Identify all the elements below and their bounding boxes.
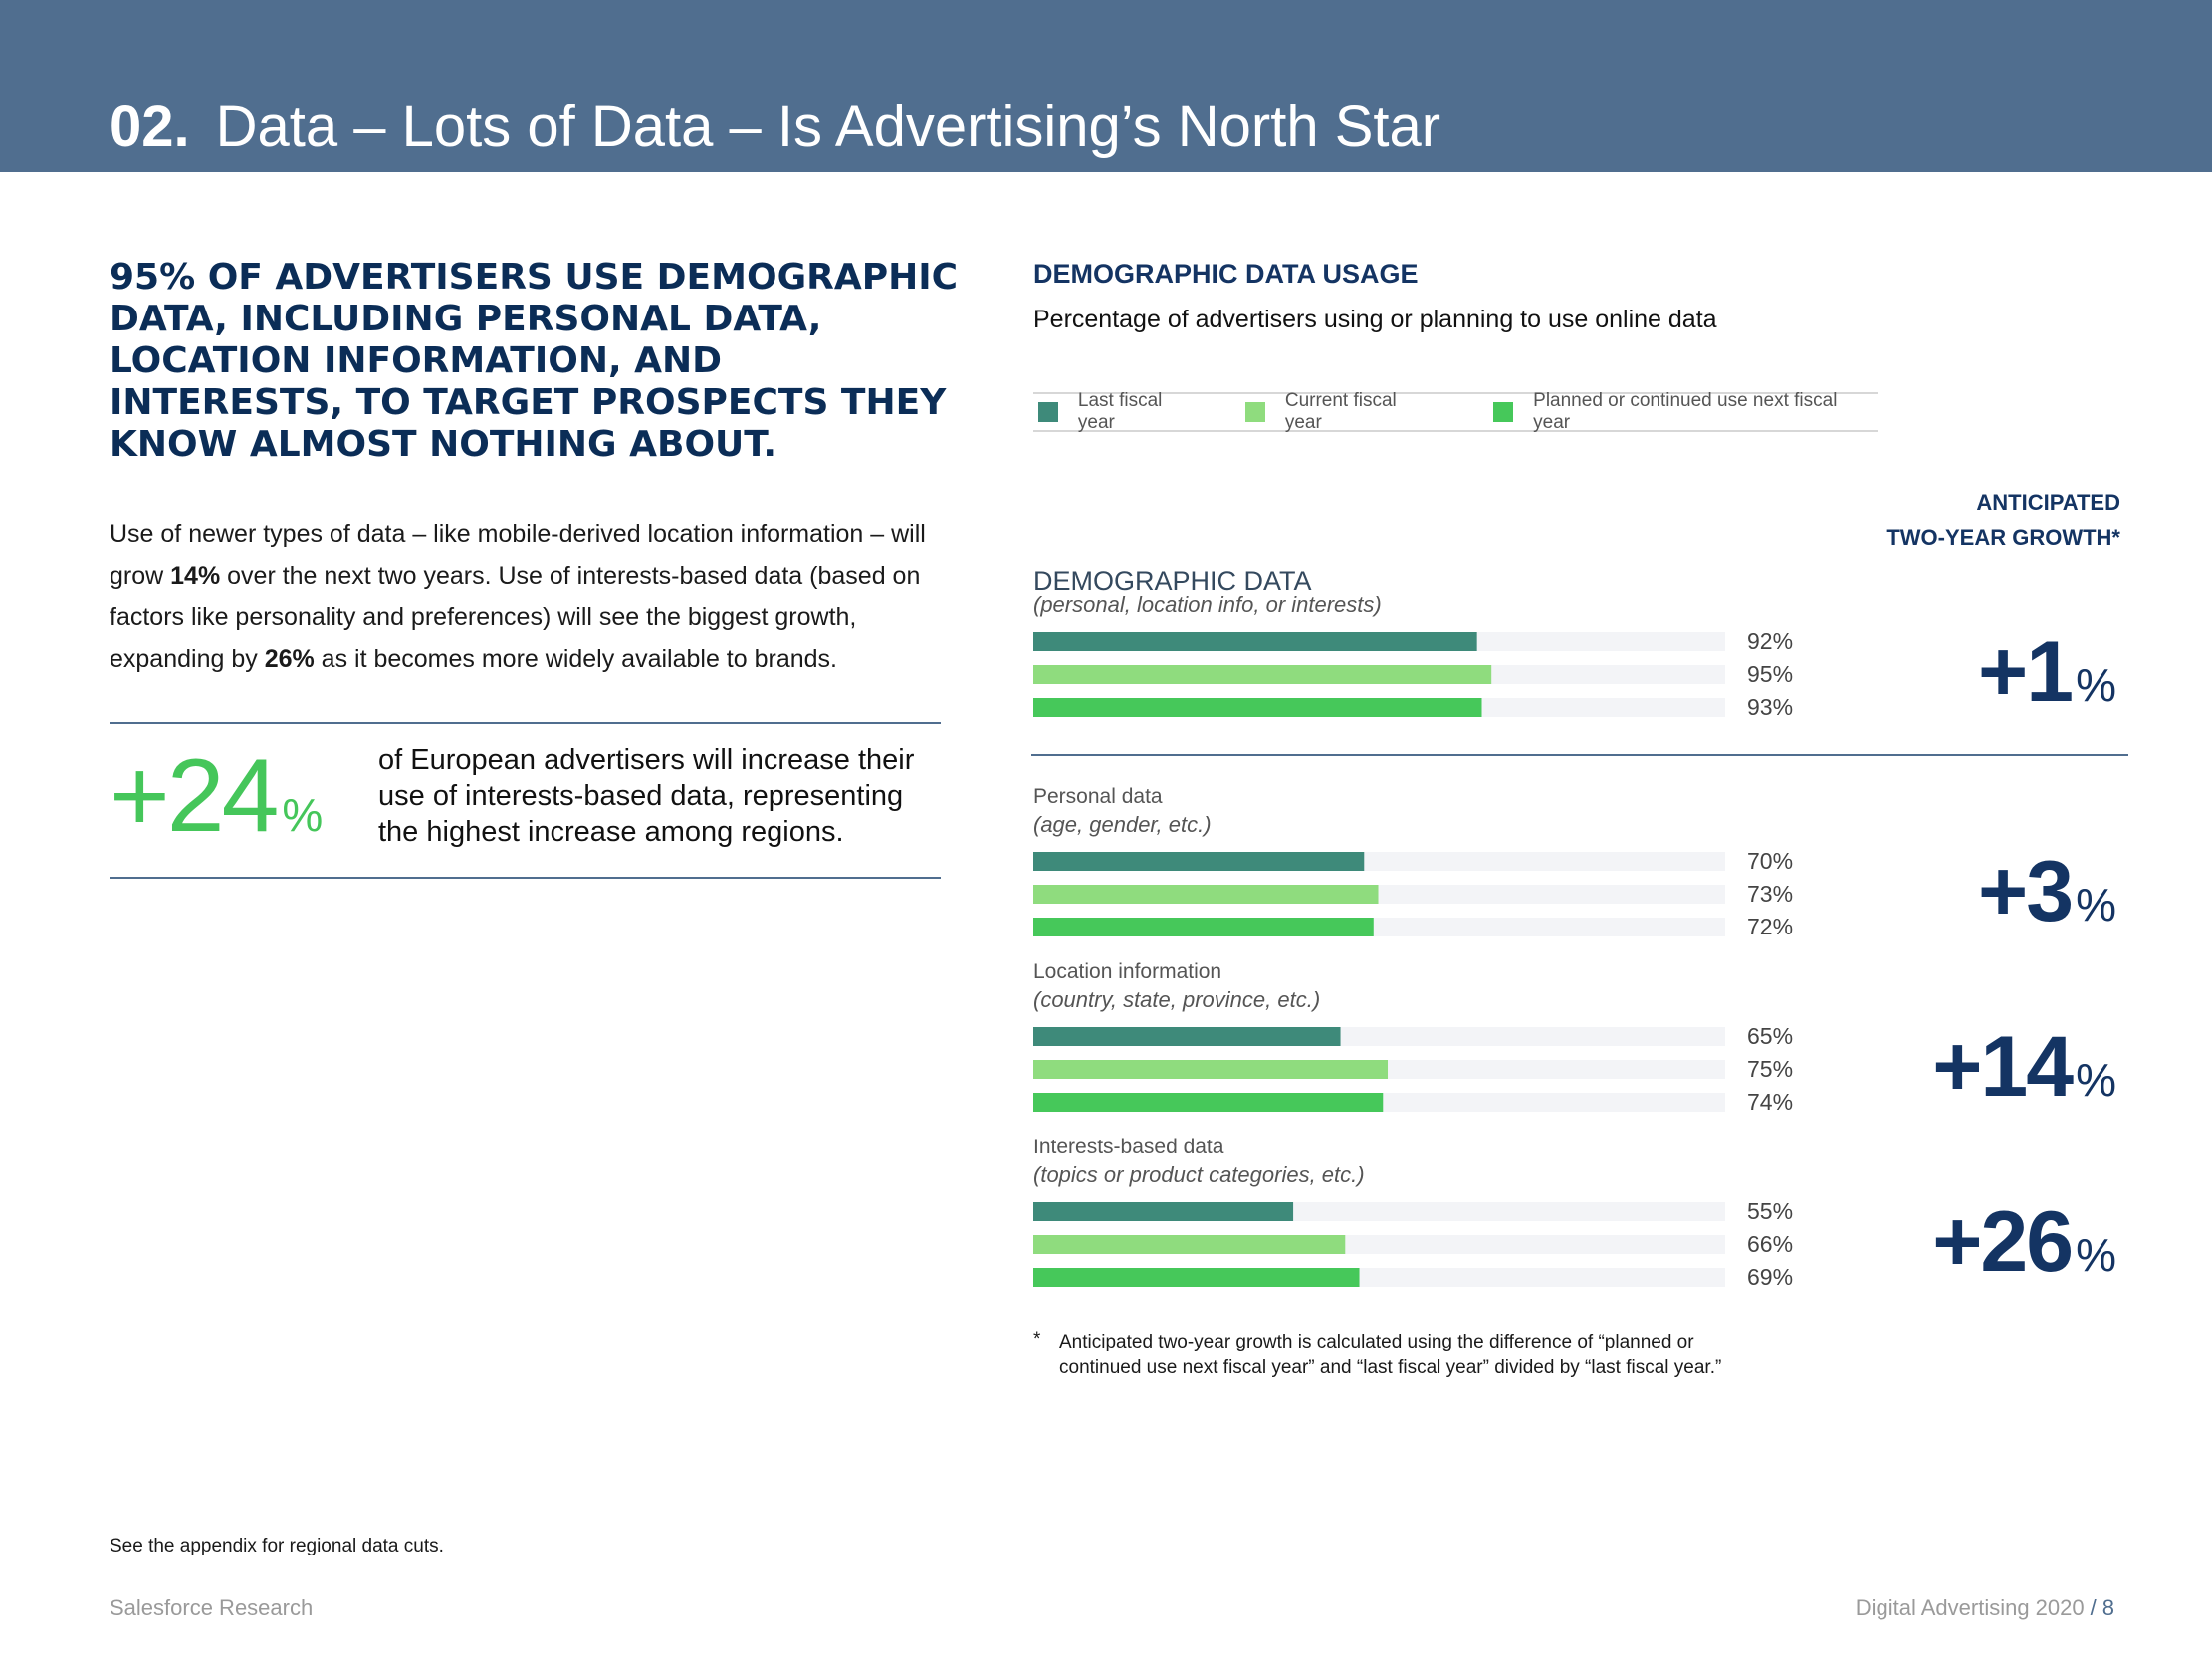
footer-publication (1856, 1595, 2114, 1621)
growth-unit: % (2076, 1054, 2116, 1106)
growth-number: +1 (1978, 624, 2073, 720)
growth-value (1978, 624, 2116, 720)
legend-label-planned-next-fiscal-year: Planned or continued use next fiscal year (1533, 390, 1838, 433)
growth-number: +14 (1932, 1019, 2073, 1115)
chart-subtitle: Percentage of advertisers using or planning to use online data (1033, 306, 1717, 333)
bar-value-label: 93% (1747, 694, 1794, 720)
callout-text: of European advertisers will increase their use of interests-based data, representing the highest increase among regions. (378, 744, 915, 848)
bar (1033, 1202, 1293, 1221)
growth-unit: % (2076, 1229, 2116, 1281)
growth-value (1932, 1194, 2116, 1290)
bar (1033, 665, 1491, 684)
chart-title: DEMOGRAPHIC DATA USAGE (1033, 259, 1419, 289)
bar-value-label: 70% (1747, 848, 1794, 874)
body-copy-bold-2: 26% (264, 644, 315, 673)
group-sublabel: (personal, location info, or interests) (1033, 592, 1382, 617)
group-label: Location information (1033, 960, 1222, 983)
appendix-note: See the appendix for regional data cuts. (110, 1536, 444, 1556)
bar (1033, 918, 1374, 936)
bar-value-label: 95% (1747, 661, 1794, 687)
growth-value (1932, 1019, 2116, 1115)
legend-label-last-fiscal-year: Last fiscal year (1077, 390, 1163, 433)
chart-footnote (1033, 1330, 1770, 1381)
growth-heading-line-1: ANTICIPATED (1976, 490, 2120, 515)
growth-number: +26 (1932, 1194, 2073, 1290)
body-copy-bold-1: 14% (170, 561, 221, 590)
growth-unit: % (2076, 879, 2116, 931)
bar-value-label: 73% (1747, 881, 1794, 907)
bar-value-label: 92% (1747, 628, 1794, 654)
bar (1033, 698, 1482, 717)
bar (1033, 1093, 1383, 1112)
growth-number: +3 (1978, 844, 2073, 939)
footer-source: Salesforce Research (110, 1595, 314, 1620)
group-label: Interests-based data (1033, 1136, 1224, 1158)
bar (1033, 852, 1364, 871)
group-label: Personal data (1033, 785, 1163, 808)
bar-value-label: 69% (1747, 1264, 1794, 1290)
bar (1033, 632, 1477, 651)
footnote-text: Anticipated two-year growth is calculated using the difference of “planned or continued use next fiscal year” and “last fiscal year” divided by “last fiscal year.” (1059, 1332, 1722, 1378)
footnote-marker: * (1033, 1329, 1041, 1349)
body-copy-part-3: as it becomes more widely available to brands. (314, 644, 837, 673)
growth-heading-line-2: TWO-YEAR GROWTH* (1886, 525, 2120, 550)
bar-value-label: 74% (1747, 1089, 1794, 1115)
bar (1033, 1268, 1360, 1287)
group-sublabel: (country, state, province, etc.) (1033, 987, 1321, 1012)
group-sublabel: (topics or product categories, etc.) (1033, 1162, 1365, 1187)
group-label: DEMOGRAPHIC DATA (1033, 566, 1312, 596)
body-copy-part-1: Use of newer types of data – like mobile-derived location information – will grow (110, 520, 926, 590)
growth-unit: % (2076, 659, 2116, 711)
headline: 95% OF ADVERTISERS USE DEMOGRAPHIC DATA, INCLUDING PERSONAL DATA, LOCATION INFORMATION, AND INTERESTS, TO TARGET PROSPECTS THEY KNOW ALMOST NOTHING ABOUT. (110, 257, 959, 465)
footer-report-name: Digital Advertising 2020 (1855, 1595, 2085, 1620)
legend-label-current-fiscal-year: Current fiscal year (1284, 390, 1397, 433)
bar-value-label: 75% (1747, 1056, 1794, 1082)
footer-page-number: 8 (2101, 1595, 2114, 1620)
callout-stat-value: +24 (110, 738, 277, 854)
bar (1033, 1060, 1388, 1079)
bar (1033, 1235, 1345, 1254)
section-number: 02. (110, 95, 190, 159)
body-copy-part-2: over the next two years. Use of interests-based data (based on factors like personality and preferences) will see the biggest growth, expanding by (110, 561, 921, 673)
footer-separator: / (2090, 1595, 2097, 1620)
group-sublabel: (age, gender, etc.) (1033, 812, 1212, 837)
bar (1033, 885, 1379, 904)
growth-value (1978, 844, 2116, 939)
bar-value-label: 65% (1747, 1023, 1794, 1049)
bar-value-label: 72% (1747, 914, 1794, 939)
page-title-text: Data – Lots of Data – Is Advertising’s North Star (215, 95, 1441, 159)
bar-value-label: 66% (1747, 1231, 1794, 1257)
bar-value-label: 55% (1747, 1198, 1794, 1224)
callout-stat-unit: % (282, 789, 324, 841)
bar (1033, 1027, 1341, 1046)
